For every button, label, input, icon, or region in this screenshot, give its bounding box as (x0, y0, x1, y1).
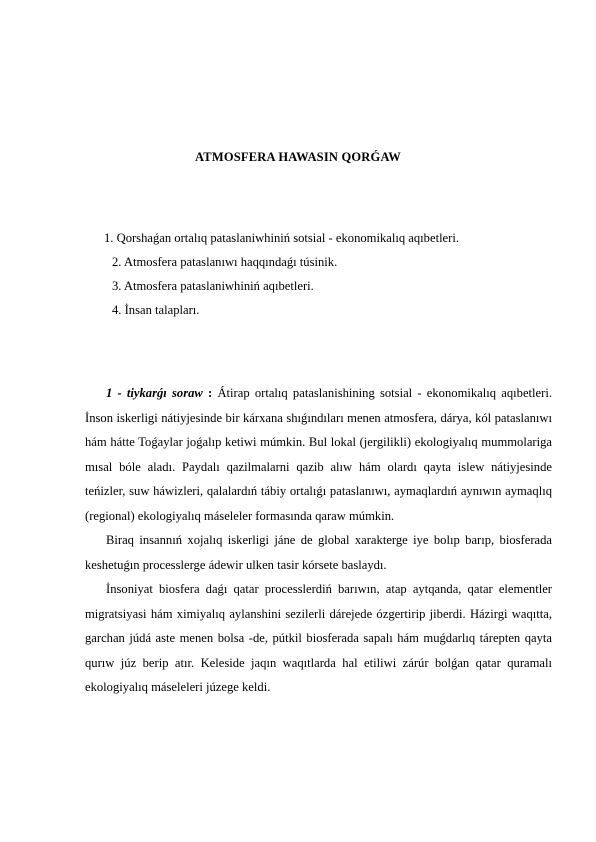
paragraph-2: Biraq insannıń xojalıq iskerligi jáne de global xarakterge iye bolıp barıp, biosferada keshetuǵın processlerge ádewir ulken tasir kórsete baslaydı. (85, 533, 552, 572)
topic-item-4: 4. İnsan talapları. (112, 303, 200, 317)
topic-item-2: 2. Atmosfera pataslanıwı haqqındaǵı túsinik. (112, 255, 338, 269)
question-colon: : (208, 386, 213, 400)
document-title: ATMOSFERA HAWASIN QORǴAW (195, 150, 401, 164)
paragraph-3: İnsoniyat biosfera daǵı qatar processlerdiń barıwın, atap aytqanda, qatar elementler migratsiyasi hám ximiyalıq aylanshini sezilerli dárejede ózgertirip jiberdi. Házirgi waqıtta, garchan júdá aste menen bolsa -de, pútkil biosferada sapalı hám muǵdarlıq tárepten qayta qurıw júz berip atır. Keleside jaqın waqıtlarda hal etiliwi zárúr bolǵan qatar quramalı ekologiyalıq máseleleri júzege keldi. (85, 582, 552, 694)
body-text (85, 381, 552, 700)
topic-item-1: 1. Qorshaǵan ortalıq pataslaniwhiniń sotsial - ekonomikalıq aqıbetleri. (104, 231, 459, 245)
paragraph-1-text: Átirap ortalıq pataslanishining sotsial - ekonomikalıq aqıbetleri. İnson iskerligi nátiyjesinde bir kárxana shıǵındıları menen atmosfera, dárya, kól pataslanıwı hám hátte Toǵaylar joǵalıp ketiwi múmkin. Bul lokal (jergilikli) ekologiyalıq mummolariga mısal bóle aladı. Paydalı qazilmalarni qazib alıw hám olardı qayta islew nátiyjesinde teńizler, suw háwizleri, qalalardıń tábiy ortalıǵı pataslanıwı, aymaqlardıń aynıwın aymaqlıq (regional) ekologiyalıq máseleler formasında qaraw múmkin. (85, 386, 552, 523)
topic-item-3: 3. Atmosfera pataslaniwhiniń aqıbetleri. (112, 279, 314, 293)
paragraph-1 (85, 381, 552, 528)
topics-list (106, 226, 459, 322)
question-heading: 1 - tiykarǵı soraw (106, 386, 203, 400)
